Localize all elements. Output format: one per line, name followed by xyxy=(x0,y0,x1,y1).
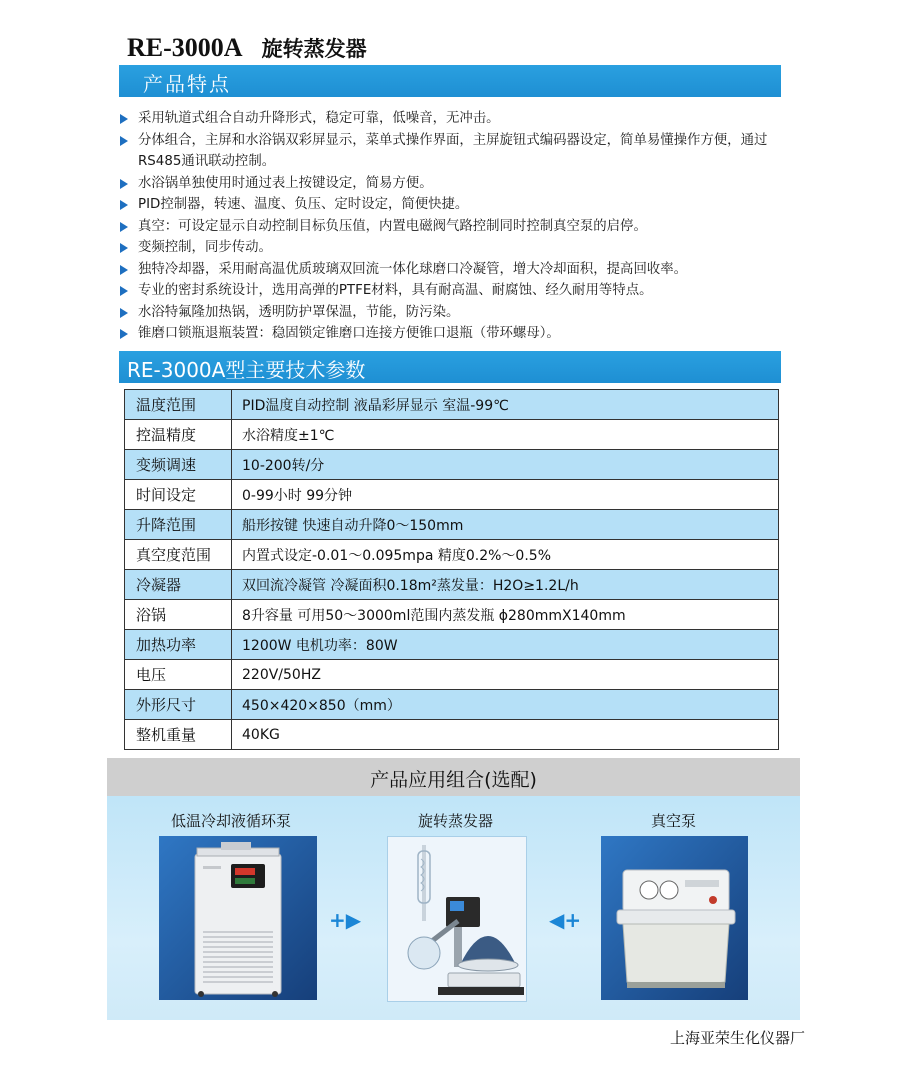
spec-key: 真空度范围 xyxy=(125,540,232,570)
table-row xyxy=(125,570,779,600)
spec-value: 船形按键 快速自动升降0～150mm xyxy=(232,510,779,540)
spec-value: 10-200转/分 xyxy=(232,450,779,480)
feature-text: 采用轨道式组合自动升降形式，稳定可靠，低噪音，无冲击。 xyxy=(138,111,500,126)
spec-key: 温度范围 xyxy=(125,390,232,420)
bullet-arrow-icon xyxy=(120,200,128,210)
model-number: RE-3000A xyxy=(127,33,243,62)
specs-table xyxy=(124,389,779,750)
table-row xyxy=(125,630,779,660)
spec-key: 时间设定 xyxy=(125,480,232,510)
chiller-image xyxy=(159,836,317,1000)
plus-arrow-right-icon: +▶ xyxy=(329,908,362,932)
feature-item xyxy=(120,173,785,195)
feature-item xyxy=(120,108,785,130)
table-row xyxy=(125,480,779,510)
feature-text: 锥磨口锁瓶退瓶装置：稳固锁定锥磨口连接方便锥口退瓶（带环螺母）。 xyxy=(138,326,560,341)
feature-item xyxy=(120,323,785,345)
spec-value: 450×420×850（mm） xyxy=(232,690,779,720)
combo-title: 产品应用组合(选配) xyxy=(370,769,537,791)
bullet-arrow-icon xyxy=(120,265,128,275)
spec-key: 外形尺寸 xyxy=(125,690,232,720)
feature-item xyxy=(120,259,785,281)
bullet-arrow-icon xyxy=(120,179,128,189)
plus-arrow-left-icon: ◀+ xyxy=(549,908,582,932)
table-row xyxy=(125,450,779,480)
table-row xyxy=(125,540,779,570)
feature-item xyxy=(120,280,785,302)
feature-item xyxy=(120,194,785,216)
bullet-arrow-icon xyxy=(120,136,128,146)
table-row xyxy=(125,510,779,540)
spec-key: 整机重量 xyxy=(125,720,232,750)
spec-value: 40KG xyxy=(232,720,779,750)
spec-key: 变频调速 xyxy=(125,450,232,480)
spec-value: 8升容量 可用50～3000ml范围内蒸发瓶 ϕ280mmX140mm xyxy=(232,600,779,630)
spec-key: 电压 xyxy=(125,660,232,690)
bullet-arrow-icon xyxy=(120,286,128,296)
spec-value: 内置式设定-0.01～0.095mpa 精度0.2%～0.5% xyxy=(232,540,779,570)
feature-text: 分体组合，主屏和水浴锅双彩屏显示，菜单式操作界面，主屏旋钮式编码器设定，简单易懂操作方便，通过RS485通讯联动控制。 xyxy=(138,132,768,169)
features-title: 产品特点 xyxy=(143,72,231,96)
chiller-illustration xyxy=(159,836,317,1000)
table-row xyxy=(125,600,779,630)
spec-key: 冷凝器 xyxy=(125,570,232,600)
features-list xyxy=(120,108,785,345)
table-row xyxy=(125,420,779,450)
spec-key: 控温精度 xyxy=(125,420,232,450)
company-name: 上海亚荣生化仪器厂 xyxy=(669,1029,805,1047)
combo-header xyxy=(107,758,800,796)
bullet-arrow-icon xyxy=(120,114,128,124)
vacuum-pump-illustration xyxy=(601,836,748,1000)
vacuum-pump-label: 真空泵 xyxy=(651,812,697,830)
table-row xyxy=(125,720,779,750)
feature-item xyxy=(120,216,785,238)
product-name: 旋转蒸发器 xyxy=(261,37,367,61)
spec-key: 加热功率 xyxy=(125,630,232,660)
feature-text: 专业的密封系统设计，选用高弹的PTFE材料，具有耐高温、耐腐蚀、经久耐用等特点。 xyxy=(138,283,653,298)
document-title xyxy=(127,33,367,63)
table-row xyxy=(125,690,779,720)
features-section-header xyxy=(119,65,781,97)
spec-value: 水浴精度±1℃ xyxy=(232,420,779,450)
feature-text: 变频控制，同步传动。 xyxy=(138,240,272,255)
spec-key: 浴锅 xyxy=(125,600,232,630)
bullet-arrow-icon xyxy=(120,329,128,339)
evaporator-label: 旋转蒸发器 xyxy=(418,812,494,830)
feature-item xyxy=(120,130,785,173)
bullet-arrow-icon xyxy=(120,243,128,253)
rotary-evaporator-image xyxy=(387,836,527,1002)
rotary-evaporator-illustration xyxy=(388,837,527,1002)
feature-item xyxy=(120,302,785,324)
application-combo-section xyxy=(107,758,800,1020)
table-row xyxy=(125,390,779,420)
table-row xyxy=(125,660,779,690)
spec-value: 0-99小时 99分钟 xyxy=(232,480,779,510)
bullet-arrow-icon xyxy=(120,222,128,232)
feature-text: 独特冷却器，采用耐高温优质玻璃双回流一体化球磨口冷凝管，增大冷却面积，提高回收率。 xyxy=(138,261,688,277)
spec-key: 升降范围 xyxy=(125,510,232,540)
spec-value: 双回流冷凝管 冷凝面积0.18m²蒸发量：H2O≥1.2L/h xyxy=(232,570,779,600)
specs-section-header xyxy=(119,351,781,383)
spec-value: 220V/50HZ xyxy=(232,660,779,690)
bullet-arrow-icon xyxy=(120,308,128,318)
feature-text: 真空：可设定显示自动控制目标负压值，内置电磁阀气路控制同时控制真空泵的启停。 xyxy=(138,218,647,234)
feature-text: 水浴锅单独使用时通过表上按键设定，简易方便。 xyxy=(138,175,433,191)
feature-item xyxy=(120,237,785,259)
spec-value: PID温度自动控制 液晶彩屏显示 室温-99℃ xyxy=(232,390,779,420)
vacuum-pump-image xyxy=(601,836,748,1000)
feature-text: PID控制器，转速、温度、负压、定时设定，简便快捷。 xyxy=(138,197,469,212)
specs-title: RE-3000A型主要技术参数 xyxy=(127,358,366,382)
spec-value: 1200W 电机功率：80W xyxy=(232,630,779,660)
chiller-label: 低温冷却液循环泵 xyxy=(171,812,292,830)
feature-text: 水浴特氟隆加热锅，透明防护罩保温，节能，防污染。 xyxy=(138,304,460,320)
